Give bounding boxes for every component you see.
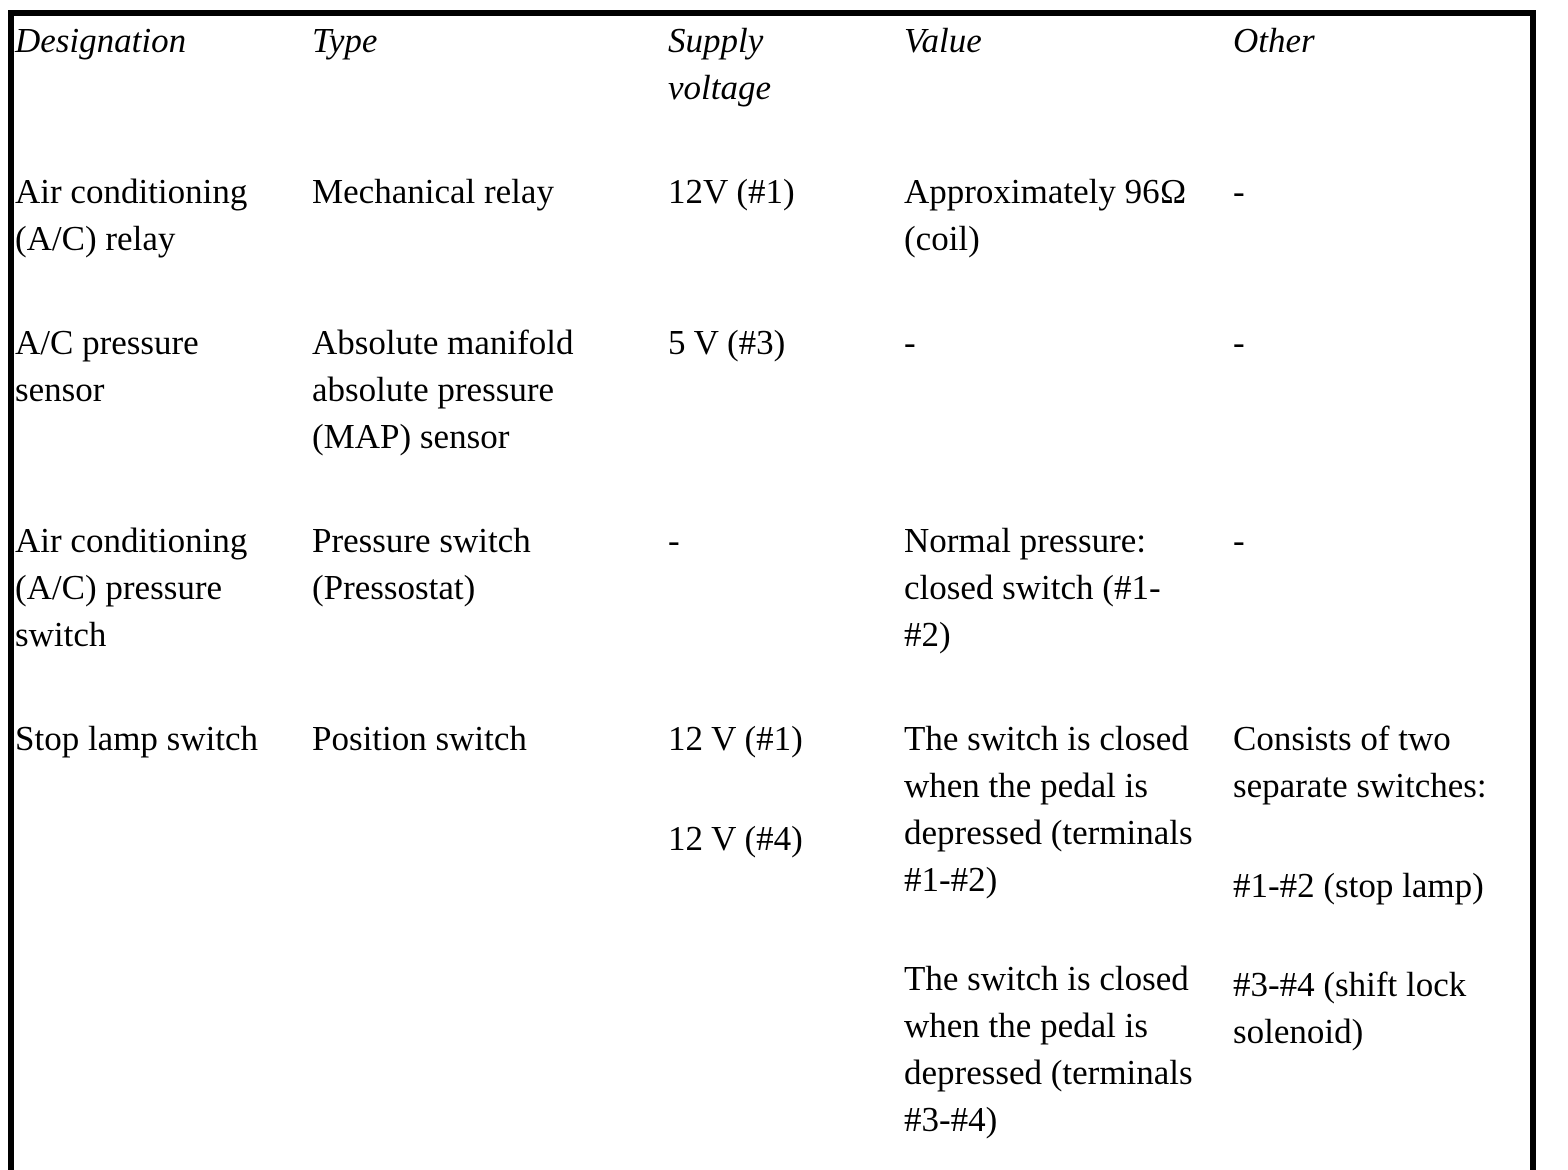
- cell-line: A/C pressure: [15, 323, 199, 362]
- cell-line: switch: [15, 615, 107, 654]
- cell-line: depressed (terminals: [904, 813, 1193, 852]
- header-supply-voltage-line: Supply: [668, 21, 764, 60]
- row-2-value: [904, 319, 916, 366]
- cell-line: #3-#4): [904, 1100, 998, 1139]
- cell-line: Mechanical relay: [312, 172, 554, 211]
- cell-line: -: [1233, 323, 1245, 362]
- row-3-designation: [15, 517, 247, 658]
- row-1-designation: [15, 168, 247, 262]
- cell-line: Air conditioning: [15, 521, 248, 560]
- cell-line: #1-#2 (stop lamp): [1233, 866, 1484, 905]
- cell-line: Approximately 96Ω: [904, 172, 1187, 211]
- cell-line: (coil): [904, 219, 980, 258]
- cell-line: (A/C) relay: [15, 219, 176, 258]
- header-type: [312, 17, 377, 64]
- row-2-supply: [668, 319, 785, 366]
- cell-line: Pressure switch: [312, 521, 531, 560]
- cell-line: Normal pressure:: [904, 521, 1147, 560]
- cell-line: #1-#2): [904, 860, 998, 899]
- row-3-type: [312, 517, 531, 611]
- header-other: [1233, 17, 1315, 64]
- row-3-other: [1233, 517, 1245, 564]
- row-4-value-1: [904, 715, 1193, 903]
- row-2-other: [1233, 319, 1245, 366]
- row-1-other: [1233, 168, 1245, 215]
- cell-line: Stop lamp switch: [15, 719, 259, 758]
- cell-line: 12V (#1): [668, 172, 795, 211]
- header-type-text: Type: [312, 21, 378, 60]
- header-value-text: Value: [904, 21, 982, 60]
- cell-line: -: [1233, 172, 1245, 211]
- header-other-text: Other: [1233, 21, 1315, 60]
- cell-line: -: [1233, 521, 1245, 560]
- header-supply-voltage: [668, 17, 771, 111]
- row-4-designation: [15, 715, 258, 762]
- cell-line: #3-#4 (shift lock: [1233, 965, 1467, 1004]
- row-4-other-1: [1233, 715, 1487, 809]
- header-designation-text: Designation: [15, 21, 187, 60]
- row-3-supply: [668, 517, 680, 564]
- row-4-supply-2: [668, 815, 803, 862]
- row-4-value-2: [904, 955, 1193, 1143]
- row-4-type: [312, 715, 527, 762]
- row-3-value: [904, 517, 1161, 658]
- cell-line: solenoid): [1233, 1012, 1364, 1051]
- cell-line: sensor: [15, 370, 105, 409]
- cell-line: 12 V (#1): [668, 719, 803, 758]
- cell-line: -: [668, 521, 680, 560]
- row-2-type: [312, 319, 574, 460]
- cell-line: -: [904, 323, 916, 362]
- cell-line: closed switch (#1-: [904, 568, 1161, 607]
- cell-line: separate switches:: [1233, 766, 1487, 805]
- cell-line: depressed (terminals: [904, 1053, 1193, 1092]
- cell-line: Position switch: [312, 719, 527, 758]
- cell-line: absolute pressure: [312, 370, 555, 409]
- row-4-other-2: [1233, 862, 1484, 909]
- cell-line: The switch is closed: [904, 719, 1189, 758]
- header-value: [904, 17, 982, 64]
- row-2-designation: [15, 319, 199, 413]
- cell-line: The switch is closed: [904, 959, 1189, 998]
- cell-line: Consists of two: [1233, 719, 1451, 758]
- cell-line: 12 V (#4): [668, 819, 803, 858]
- cell-line: 5 V (#3): [668, 323, 786, 362]
- cell-line: Absolute manifold: [312, 323, 574, 362]
- cell-line: (A/C) pressure: [15, 568, 223, 607]
- cell-line: (MAP) sensor: [312, 417, 510, 456]
- cell-line: Air conditioning: [15, 172, 248, 211]
- cell-line: when the pedal is: [904, 766, 1148, 805]
- row-1-value: [904, 168, 1187, 262]
- cell-line: when the pedal is: [904, 1006, 1148, 1045]
- row-1-type: [312, 168, 554, 215]
- cell-line: (Pressostat): [312, 568, 476, 607]
- header-supply-voltage-line: voltage: [668, 68, 772, 107]
- row-4-supply-1: [668, 715, 803, 762]
- header-designation: [15, 17, 186, 64]
- cell-line: #2): [904, 615, 951, 654]
- row-4-other-3: [1233, 961, 1466, 1055]
- row-1-supply: [668, 168, 795, 215]
